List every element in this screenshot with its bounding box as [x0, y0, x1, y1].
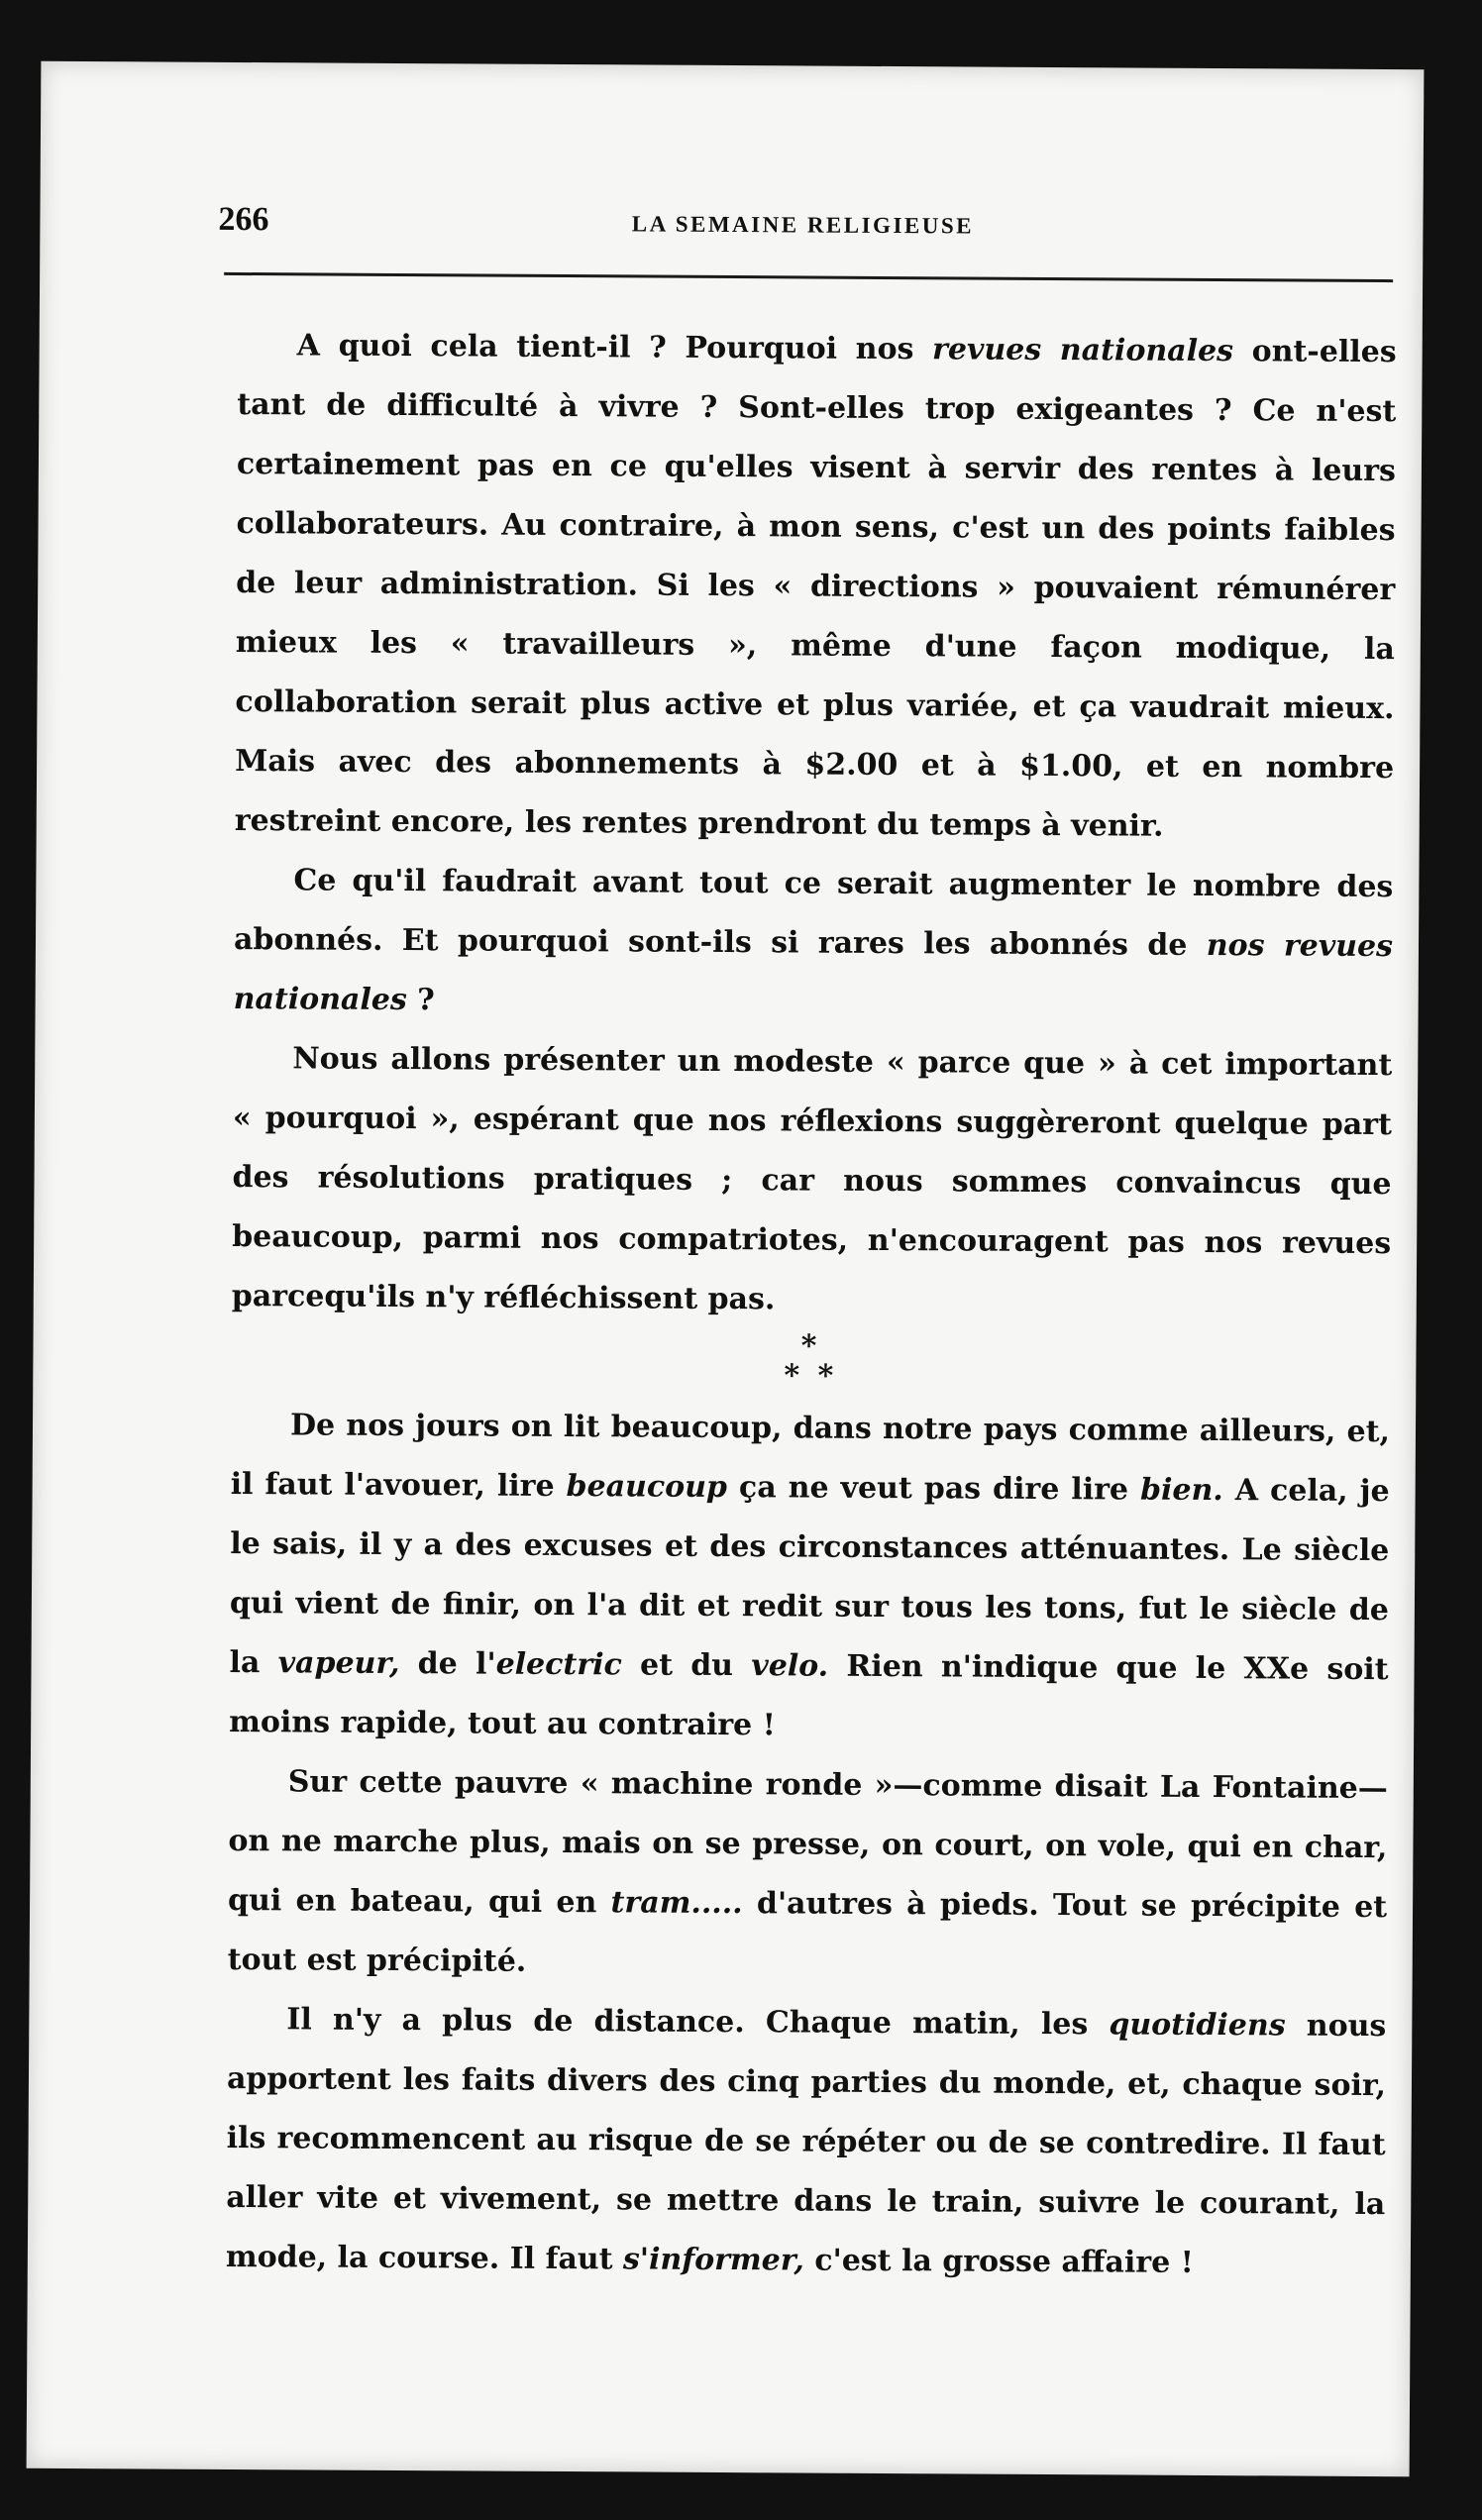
- paragraph: A quoi cela tient-il ? Pourquoi nos revues nationales ont-elles tant de difficulté à vivre ? Sont-elles trop exigeantes ? Ce n'est certainement pas en ce qu'elles visent à servir des rentes à leurs collaborateurs. Au contraire, à mon sens, c'est un des points faibles de leur administration. Si les « directions » pouvaient rémunérer mieux les « travailleurs », même d'une façon modique, la collaboration serait plus active et plus variée, et ça vaudrait mieux. Mais avec des abonnements à $2.00 et à $1.00, et en nombre restreint encore, les rentes prendront du temps à venir.: [234, 328, 1397, 844]
- italic-phrase: vapeur,: [277, 1645, 400, 1682]
- body-text: [226, 316, 1397, 2294]
- page-number: 266: [218, 200, 269, 239]
- italic-phrase: quotidiens: [1109, 2007, 1286, 2044]
- paragraph: Nous allons présenter un modeste « parce que » à cet important « pourquoi », espérant que nos réflexions suggèreront quelque part des résolutions pratiques ; car nous sommes convaincus que beaucoup, parmi nos compatriotes, n'encouragent pas nos revues parcequ'ils n'y réfléchissent pas.: [231, 1041, 1393, 1317]
- paragraph: Il n'y a plus de distance. Chaque matin, les quotidiens nous apportent les faits divers des cinq parties du monde, et, chaque soir, ils recommencent au risque de se répéter ou de se contredire. Il faut aller vite et vivement, se mettre dans le train, suivre le courant, la mode, la course. Il faut s'informer, c'est la grosse affaire !: [225, 2002, 1387, 2280]
- paragraph: Ce qu'il faudrait avant tout ce serait augmenter le nombre des abonnés. Et pourquoi sont-ils si rares les abonnés de nos revues nationales ?: [233, 863, 1394, 1018]
- italic-phrase: tram.....: [610, 1885, 743, 1922]
- italic-phrase: bien.: [1139, 1472, 1223, 1509]
- paragraph: Sur cette pauvre « machine ronde »—comme disait La Fontaine—on ne marche plus, mais on se presse, on court, on vole, qui en char, qui en bateau, qui en tram..... d'autres à pieds. Tout se précipite et tout est précipité.: [227, 1764, 1388, 1979]
- italic-phrase: beaucoup: [566, 1469, 728, 1506]
- italic-phrase: s'informer,: [622, 2242, 804, 2278]
- running-title: LA SEMAINE RELIGIEUSE: [631, 211, 975, 239]
- section-break-asterism: * * *: [784, 1328, 838, 1394]
- italic-phrase: electric: [495, 1646, 622, 1683]
- italic-phrase: velo.: [751, 1648, 829, 1684]
- paragraph: De nos jours on lit beaucoup, dans notre pays comme ailleurs, et, il faut l'avouer, lire beaucoup ça ne veut pas dire lire bien. A cela, je le sais, il y a des excuses et des circonstances atténuantes. Le siècle qui vient de finir, on l'a dit et redit sur tous les tons, fut le siècle de la vapeur, de l'electric et du velo. Rien n'indique que le XXe soit moins rapide, tout au contraire !: [229, 1408, 1391, 1743]
- italic-phrase: nos revues nationales: [233, 927, 1394, 1018]
- italic-phrase: revues nationales: [931, 332, 1234, 369]
- page-header: [218, 201, 1387, 267]
- header-rule: [224, 272, 1393, 282]
- book-page: [27, 61, 1425, 2476]
